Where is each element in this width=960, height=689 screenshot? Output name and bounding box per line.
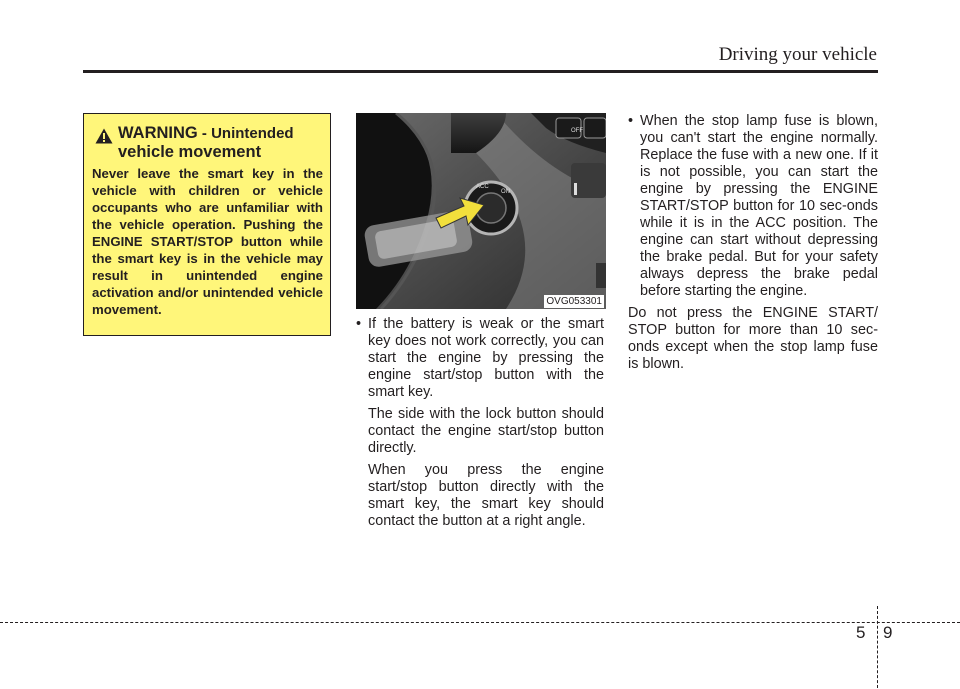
- off-label: OFF: [571, 128, 583, 134]
- warning-title-line2: vehicle movement: [118, 143, 262, 161]
- footer-divider: [877, 606, 878, 688]
- right-angle-text: When you press the engine start/stop button directly with the smart key, the smart key should contact the button at a right angle.: [368, 462, 604, 529]
- column-3: [628, 113, 878, 373]
- bullet-dot: •: [356, 316, 362, 332]
- warning-body: Never leave the smart key in the vehicle with children or vehicle occupants who are unfamiliar with the vehicle operation. Pushing the ENGINE START/STOP button while the smart key is in the vehicle may result in unintended engine activation and/or unintended vehicle movement.: [92, 166, 323, 317]
- page-header-title: Driving your vehicle: [718, 44, 877, 65]
- warning-title-sub: - Unintended: [197, 125, 294, 142]
- warning-box: [83, 113, 331, 336]
- acc-label: ACC: [476, 184, 489, 190]
- start-button-illustration: [356, 113, 606, 309]
- header-rule: [83, 70, 878, 73]
- figure-code: OVG053301: [546, 296, 602, 307]
- page-number: 9: [883, 623, 893, 642]
- stop-lamp-fuse-text: When the stop lamp fuse is blown, you can't start the engine normally. Replace the fuse with a new one. If it is not possible, you can start the engine by pressing the ENGINE START/STOP button for 10 sec-onds while it is in the ACC position. The engine can start without depressing the brake pedal. But for your safety always depress the brake pedal before starting the engine.: [640, 113, 878, 299]
- on-label: ON: [501, 189, 510, 195]
- column-2: [356, 316, 604, 535]
- section-number: 5: [856, 623, 866, 642]
- footer-rule: [0, 622, 960, 623]
- bullet-dot: •: [628, 113, 634, 129]
- battery-weak-text: If the battery is weak or the smart key does not work correctly, you can start the engine by pressing the engine start/stop button with the smart key.: [368, 316, 604, 400]
- start-button-photo: [356, 113, 606, 309]
- warning-triangle-icon: [95, 128, 113, 144]
- list-item: [356, 316, 604, 401]
- warning-title-main: WARNING: [118, 124, 198, 142]
- do-not-press-text: Do not press the ENGINE START/ STOP button for more than 10 sec-onds except when the stop lamp fuse is blown.: [628, 305, 878, 372]
- lock-side-text: The side with the lock button should contact the engine start/stop button directly.: [368, 406, 604, 456]
- list-item: [628, 113, 878, 300]
- warning-title: [118, 124, 294, 162]
